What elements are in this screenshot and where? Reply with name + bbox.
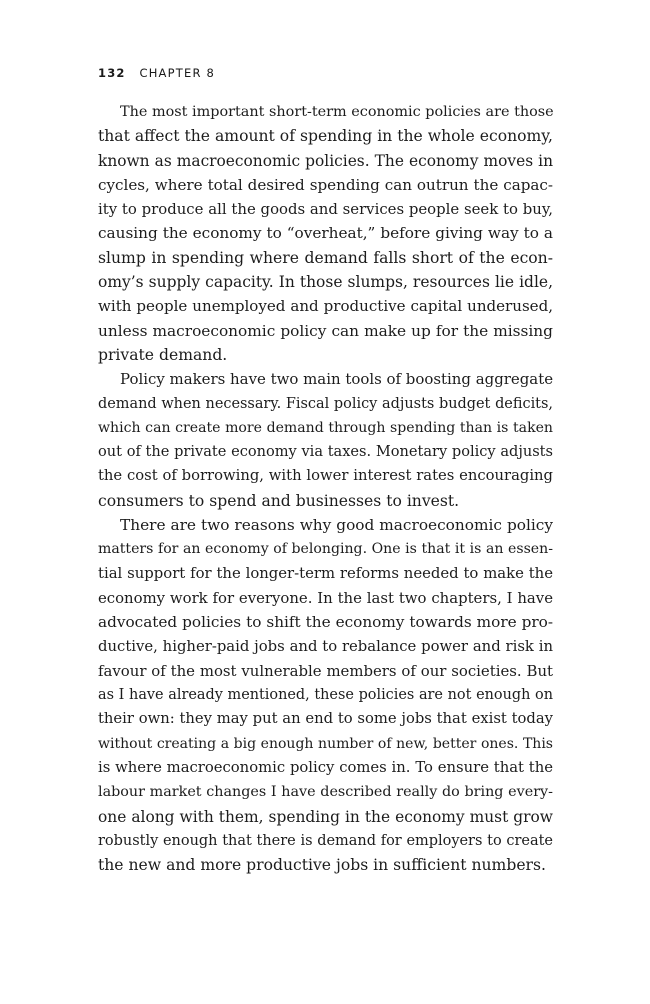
- text-line: consumers to spend and businesses to invest.: [98, 491, 460, 510]
- text-line: cycles, where total desired spending can outrun the capac-: [98, 175, 553, 194]
- text-line: unless macroeconomic policy can make up for the missing: [98, 321, 553, 340]
- chapter-label: CHAPTER 8: [139, 66, 216, 80]
- text-line: There are two reasons why good macroeconomic policy: [120, 516, 553, 535]
- text-line: economy work for everyone. In the last two chapters, I have: [98, 588, 553, 607]
- body-text: [98, 100, 553, 878]
- text-line: the new and more productive jobs in sufficient numbers.: [98, 856, 546, 875]
- text-line: omy’s supply capacity. In those slumps, resources lie idle,: [98, 273, 553, 292]
- text-line: the cost of borrowing, with lower interest rates encouraging: [98, 467, 553, 485]
- text-line: one along with them, spending in the economy must grow: [98, 807, 553, 826]
- text-line: is where macroeconomic policy comes in. To ensure that the: [98, 759, 553, 777]
- running-head: [98, 66, 215, 80]
- text-line: without creating a big enough number of new, better ones. This: [98, 735, 553, 752]
- text-line: demand when necessary. Fiscal policy adjusts budget deficits,: [98, 395, 553, 412]
- text-line: which can create more demand through spending than is taken: [98, 419, 553, 436]
- text-line: with people unemployed and productive capital underused,: [98, 297, 553, 316]
- text-line: causing the economy to “overheat,” before giving way to a: [98, 224, 553, 243]
- text-line: slump in spending where demand falls short of the econ-: [98, 248, 553, 267]
- paragraph-2: [98, 367, 553, 513]
- text-line: robustly enough that there is demand for employers to create: [98, 832, 553, 849]
- text-line: advocated policies to shift the economy towards more pro-: [98, 613, 553, 632]
- paragraph-1: [98, 100, 553, 367]
- text-line: ity to produce all the goods and services people seek to buy,: [98, 200, 553, 219]
- paragraph-3: [98, 513, 553, 877]
- text-line: known as macroeconomic policies. The economy moves in: [98, 151, 553, 170]
- text-line: their own: they may put an end to some jobs that exist today: [98, 710, 553, 728]
- text-line: favour of the most vulnerable members of our societies. But: [98, 661, 553, 680]
- text-line: matters for an economy of belonging. One is that it is an essen-: [98, 541, 553, 558]
- text-line: ductive, higher-paid jobs and to rebalance power and risk in: [98, 637, 553, 655]
- page-number: 132: [98, 66, 126, 80]
- text-line: out of the private economy via taxes. Monetary policy adjusts: [98, 443, 553, 461]
- text-line: that affect the amount of spending in the whole economy,: [98, 127, 553, 146]
- text-line: private demand.: [98, 345, 228, 364]
- text-line: Policy makers have two main tools of boosting aggregate: [120, 370, 554, 389]
- text-line: as I have already mentioned, these policies are not enough on: [98, 687, 553, 704]
- text-line: tial support for the longer-term reforms needed to make the: [98, 564, 553, 582]
- text-line: The most important short-term economic policies are those: [120, 104, 554, 120]
- text-line: labour market changes I have described really do bring every-: [98, 784, 553, 801]
